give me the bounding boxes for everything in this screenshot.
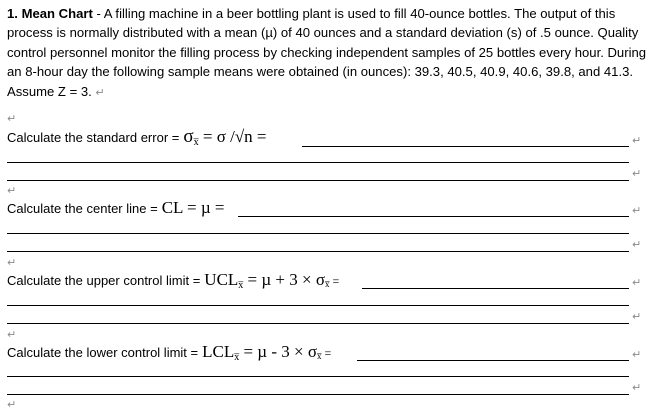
question-number: 1.	[7, 6, 18, 21]
standard-error-formula: $\sigma_{x̅} = \sigma$ /√n =	[183, 126, 267, 148]
question-title: Mean Chart	[21, 6, 93, 21]
ucl-label: Calculate the upper control limit =	[7, 273, 201, 288]
paragraph-mark: ↵	[632, 310, 642, 323]
paragraph-mark: ↵	[7, 184, 17, 197]
paragraph-mark: ↵	[632, 348, 642, 361]
paragraph-mark: ↵	[632, 381, 642, 394]
ucl-answer-line[interactable]	[362, 288, 629, 289]
lcl-label: Calculate the lower control limit =	[7, 345, 199, 360]
ucl-row	[7, 270, 339, 291]
answer-line[interactable]	[7, 233, 629, 234]
paragraph-mark: ↵	[632, 167, 642, 180]
answer-line[interactable]	[7, 180, 629, 181]
paragraph-mark: ↵	[95, 85, 105, 99]
answer-line[interactable]	[7, 376, 629, 377]
paragraph-mark: ↵	[7, 112, 17, 125]
paragraph-mark: ↵	[632, 276, 642, 289]
center-line-row	[7, 198, 225, 218]
paragraph-mark: ↵	[7, 398, 17, 411]
paragraph-mark: ↵	[632, 238, 642, 251]
paragraph-mark: ↵	[632, 134, 642, 147]
center-line-label: Calculate the center line =	[7, 201, 158, 216]
ucl-formula: $UCL_{x̅} = \mu + 3$ × σx̅ =	[204, 270, 340, 291]
answer-line[interactable]	[7, 162, 629, 163]
paragraph-mark: ↵	[632, 204, 642, 217]
answer-line[interactable]	[7, 394, 629, 395]
answer-line[interactable]	[7, 323, 629, 324]
problem-statement	[7, 4, 647, 102]
lcl-formula: $LCL_{x̅} = \mu - 3$ × σx̅ =	[202, 342, 332, 363]
center-line-answer-line[interactable]	[238, 216, 629, 217]
standard-error-row	[7, 126, 267, 148]
paragraph-mark: ↵	[7, 256, 17, 269]
answer-line[interactable]	[7, 305, 629, 306]
lcl-answer-line[interactable]	[357, 360, 629, 361]
center-line-formula: CL = µ =	[161, 198, 225, 217]
answer-line[interactable]	[7, 251, 629, 252]
standard-error-answer-line[interactable]	[302, 146, 629, 147]
lcl-row	[7, 342, 331, 363]
standard-error-label: Calculate the standard error =	[7, 130, 180, 145]
paragraph-mark: ↵	[7, 328, 17, 341]
question-body: - A filling machine in a beer bottling plant is used to fill 40-ounce bottles. The output of this process is normally distributed with a mean (µ) of 40 ounces and a standard deviation (s) of .5 ounce. Quality control personnel monitor the filling process by checking independent samples of 25 bottles every hour. During an 8-hour day the following sample means were obtained (in ounces): 39.3, 40.5, 40.9, 40.6, 39.8, and 41.3. Assume Z = 3.	[7, 6, 647, 99]
